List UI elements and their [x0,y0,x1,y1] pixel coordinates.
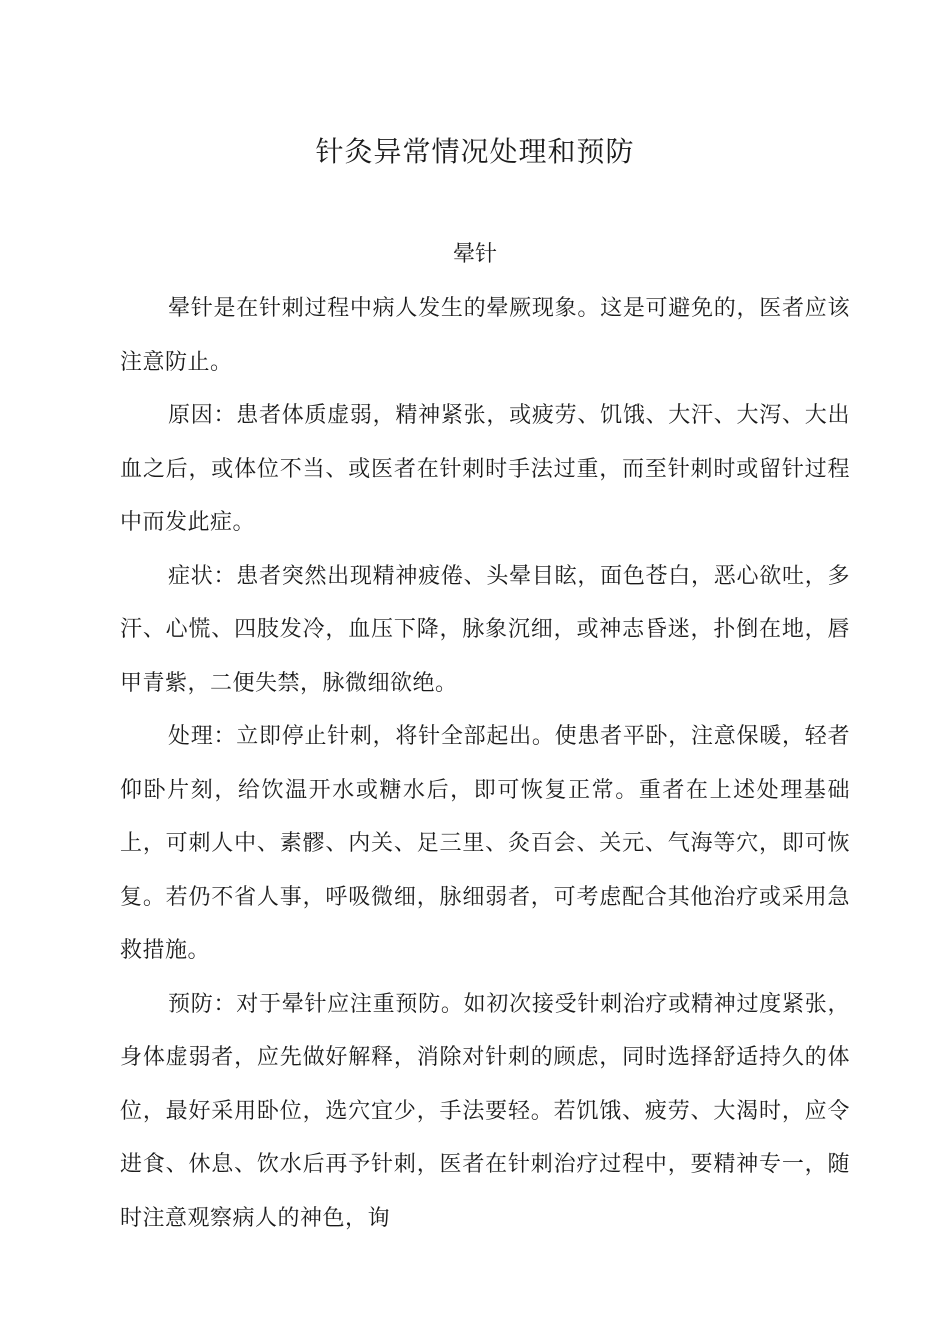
paragraph-causes: 原因：患者体质虚弱，精神紧张，或疲劳、饥饿、大汗、大泻、大出血之后，或体位不当、或医者在针刺时手法过重，而至针刺时或留针过程中而发此症。 [120,403,850,535]
section-heading: 晕针 [452,242,497,267]
paragraph-treatment: 处理：立即停止针刺，将针全部起出。使患者平卧，注意保暖，轻者仰卧片刻，给饮温开水或糖水后，即可恢复正常。重者在上述处理基础上，可刺人中、素髎、内关、足三里、灸百会、关元、气海等穴，即可恢复。若仍不省人事，呼吸微细，脉细弱者，可考虑配合其他治疗或采用急救措施。 [120,724,850,963]
body-text [120,282,850,1245]
paragraph-symptoms: 症状：患者突然出现精神疲倦、头晕目眩，面色苍白，恶心欲吐，多汗、心慌、四肢发冷，血压下降，脉象沉细，或神志昏迷，扑倒在地，唇甲青紫，二便失禁，脉微细欲绝。 [120,563,850,696]
document-title: 针灸异常情况处理和预防 [315,135,635,168]
paragraph-prevention: 预防：对于晕针应注重预防。如初次接受针刺治疗或精神过度紧张，身体虚弱者，应先做好解释，消除对针刺的顾虑，同时选择舒适持久的体位，最好采用卧位，选穴宜少，手法要轻。若饥饿、疲劳、大渴时，应令进食、休息、饮水后再予针刺，医者在针刺治疗过程中，要精神专一，随时注意观察病人的神色，询 [120,991,850,1231]
paragraph-intro: 晕针是在针刺过程中病人发生的晕厥现象。这是可避免的，医者应该注意防止。 [120,296,850,375]
